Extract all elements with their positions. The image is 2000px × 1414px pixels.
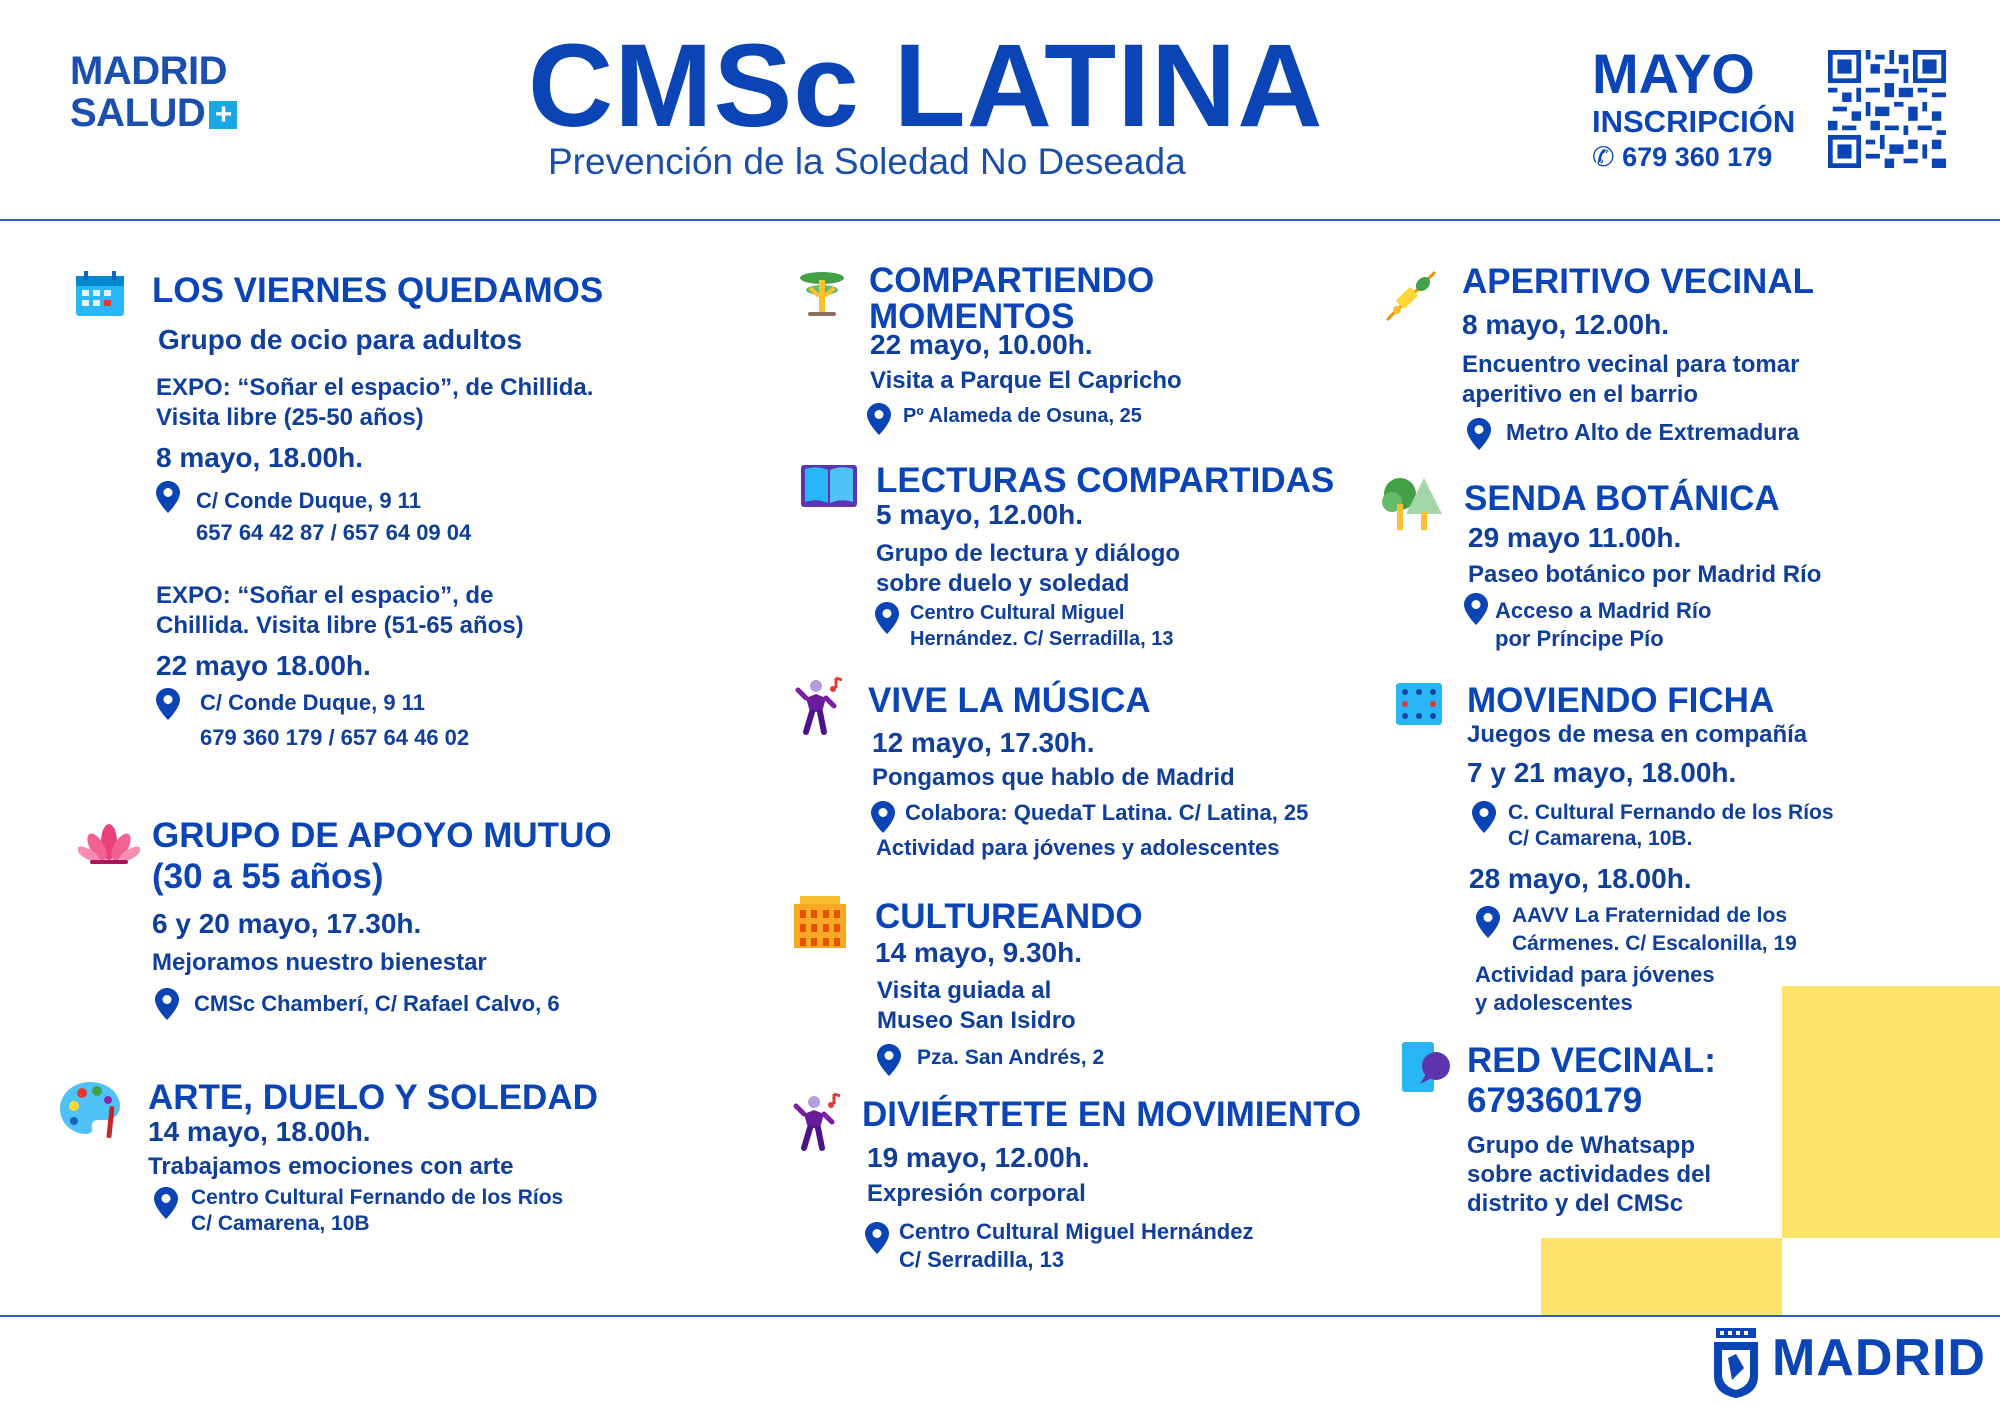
aperitivo-title: APERITIVO VECINAL: [1462, 262, 1814, 301]
qr-code-icon[interactable]: [1828, 50, 1946, 168]
musica-note: Actividad para jóvenes y adolescentes: [876, 835, 1280, 860]
page-subtitle: Prevención de la Soledad No Deseada: [548, 141, 1186, 182]
chat-bubble-icon: [1400, 1040, 1452, 1094]
skewer-snack-icon: [1383, 268, 1439, 324]
viernes-expo2-line1: EXPO: “Soñar el espacio”, de: [156, 582, 494, 609]
location-pin-icon: [1471, 801, 1497, 833]
viernes-expo1-line1: EXPO: “Soñar el espacio”, de Chillida.: [156, 374, 594, 401]
tree-icon: [796, 270, 848, 318]
logo-text-salud: SALUD: [70, 91, 206, 135]
apoyo-date: 6 y 20 mayo, 17.30h.: [152, 908, 422, 939]
compartiendo-place: Pº Alameda de Osuna, 25: [903, 405, 1142, 427]
ficha-note-line1: Actividad para jóvenes: [1475, 962, 1715, 987]
viernes-expo1-place: C/ Conde Duque, 9 11: [196, 488, 421, 513]
viernes-expo2-date: 22 mayo 18.00h.: [156, 650, 371, 681]
ficha-date1: 7 y 21 mayo, 18.00h.: [1467, 757, 1737, 788]
aperitivo-place: Metro Alto de Extremadura: [1506, 419, 1800, 445]
red-title-line2: 679360179: [1467, 1081, 1643, 1120]
location-pin-icon: [870, 801, 896, 833]
lecturas-text-line2: sobre duelo y soledad: [876, 570, 1130, 597]
compartiendo-title-line2: MOMENTOS: [869, 297, 1075, 336]
cultureando-date: 14 mayo, 9.30h.: [875, 937, 1083, 968]
aperitivo-text-line2: aperitivo en el barrio: [1462, 381, 1699, 408]
dancing-person-icon: [792, 676, 846, 736]
apoyo-place: CMSc Chamberí, C/ Rafael Calvo, 6: [194, 991, 560, 1016]
movimiento-title: DIVIÉRTETE EN MOVIMIENTO: [862, 1095, 1362, 1134]
month-label: MAYO: [1592, 42, 1755, 105]
arte-date: 14 mayo, 18.00h.: [148, 1116, 371, 1147]
ficha-place2-line1: AAVV La Fraternidad de los: [1512, 904, 1787, 927]
apoyo-text: Mejoramos nuestro bienestar: [152, 949, 487, 976]
senda-text: Paseo botánico por Madrid Río: [1468, 561, 1822, 588]
location-pin-icon: [154, 988, 180, 1020]
lecturas-text-line1: Grupo de lectura y diálogo: [876, 540, 1181, 567]
compartiendo-title-line1: COMPARTIENDO: [869, 261, 1155, 300]
lecturas-place-line2: Hernández. C/ Serradilla, 13: [910, 628, 1174, 650]
location-pin-icon: [864, 1222, 890, 1254]
senda-date: 29 mayo 11.00h.: [1468, 522, 1682, 553]
location-pin-icon: [153, 1187, 179, 1219]
location-pin-icon: [876, 1044, 902, 1076]
viernes-title: LOS VIERNES QUEDAMOS: [152, 271, 604, 310]
movimiento-place-line2: C/ Serradilla, 13: [899, 1247, 1065, 1272]
viernes-subtitle: Grupo de ocio para adultos: [158, 324, 523, 355]
location-pin-icon: [874, 602, 900, 634]
movimiento-text: Expresión corporal: [867, 1180, 1086, 1207]
phone-number: 679 360 179: [1622, 142, 1773, 172]
arte-title: ARTE, DUELO Y SOLEDAD: [148, 1078, 598, 1117]
header-divider: [0, 219, 2000, 221]
ficha-date2: 28 mayo, 18.00h.: [1469, 863, 1692, 894]
musica-title: VIVE LA MÚSICA: [868, 681, 1151, 720]
phone-icon: ✆: [1592, 142, 1615, 172]
arte-text: Trabajamos emociones con arte: [148, 1153, 514, 1180]
ficha-text: Juegos de mesa en compañía: [1467, 721, 1808, 748]
yellow-decorative-block: [1541, 1238, 1782, 1316]
ficha-note-line2: y adolescentes: [1475, 990, 1633, 1015]
lecturas-title: LECTURAS COMPARTIDAS: [876, 461, 1335, 500]
madrid-logo: MADRID: [1772, 1329, 1986, 1387]
viernes-expo2-phones: 679 360 179 / 657 64 46 02: [200, 725, 470, 750]
movimiento-date: 19 mayo, 12.00h.: [867, 1142, 1090, 1173]
movimiento-place-line1: Centro Cultural Miguel Hernández: [899, 1219, 1254, 1244]
madrid-salud-logo: [70, 50, 237, 134]
viernes-expo2-place: C/ Conde Duque, 9 11: [200, 690, 425, 715]
dice-game-icon: [1395, 682, 1443, 726]
senda-place-line1: Acceso a Madrid Río: [1495, 598, 1712, 623]
aperitivo-text-line1: Encuentro vecinal para tomar: [1462, 351, 1800, 378]
page-title: CMSc LATINA: [528, 20, 1324, 152]
aperitivo-date: 8 mayo, 12.00h.: [1462, 309, 1670, 340]
location-pin-icon: [866, 403, 892, 435]
arte-place-line2: C/ Camarena, 10B: [191, 1212, 370, 1235]
senda-place-line2: por Príncipe Pío: [1495, 626, 1664, 651]
plus-icon: +: [209, 101, 237, 129]
location-pin-icon: [155, 688, 181, 720]
footer-divider: [0, 1315, 2000, 1317]
madrid-crest-icon: [1712, 1328, 1760, 1398]
cultureando-place: Pza. San Andrés, 2: [917, 1046, 1105, 1069]
ficha-place1-line1: C. Cultural Fernando de los Ríos: [1508, 801, 1834, 824]
cultureando-title: CULTUREANDO: [875, 897, 1143, 936]
red-title-line1: RED VECINAL:: [1467, 1041, 1716, 1080]
arte-place-line1: Centro Cultural Fernando de los Ríos: [191, 1186, 564, 1209]
location-pin-icon: [1466, 418, 1492, 450]
red-text-line2: sobre actividades del: [1467, 1161, 1712, 1188]
compartiendo-date: 22 mayo, 10.00h.: [870, 329, 1093, 360]
ficha-title: MOVIENDO FICHA: [1467, 681, 1775, 720]
viernes-expo1-phones: 657 64 42 87 / 657 64 09 04: [196, 520, 472, 545]
ficha-place2-line2: Cármenes. C/ Escalonilla, 19: [1512, 932, 1797, 955]
trees-icon: [1380, 474, 1444, 532]
apoyo-subtitle: (30 a 55 años): [152, 857, 384, 896]
viernes-expo2-line2: Chillida. Visita libre (51-65 años): [156, 612, 524, 639]
musica-place: Colabora: QuedaT Latina. C/ Latina, 25: [905, 800, 1309, 825]
inscription-phone[interactable]: [1592, 140, 1772, 174]
viernes-expo1-date: 8 mayo, 18.00h.: [156, 442, 364, 473]
cultureando-text-line1: Visita guiada al: [877, 977, 1052, 1004]
red-text-line1: Grupo de Whatsapp: [1467, 1132, 1695, 1159]
calendar-icon: [74, 270, 126, 318]
lecturas-date: 5 mayo, 12.00h.: [876, 499, 1084, 530]
senda-title: SENDA BOTÁNICA: [1464, 479, 1780, 518]
apoyo-title: GRUPO DE APOYO MUTUO: [152, 816, 612, 855]
lotus-icon: [78, 820, 140, 868]
cultureando-text-line2: Museo San Isidro: [877, 1007, 1076, 1034]
ficha-place1-line2: C/ Camarena, 10B.: [1508, 827, 1693, 850]
inscription-label: INSCRIPCIÓN: [1592, 104, 1796, 139]
viernes-expo1-line2: Visita libre (25-50 años): [156, 404, 424, 431]
museum-building-icon: [792, 894, 848, 950]
compartiendo-text: Visita a Parque El Capricho: [870, 367, 1182, 394]
book-icon: [800, 463, 858, 509]
location-pin-icon: [1475, 906, 1501, 938]
paint-palette-icon: [58, 1080, 122, 1140]
logo-text-madrid: MADRID: [70, 49, 227, 93]
musica-date: 12 mayo, 17.30h.: [872, 727, 1095, 758]
location-pin-icon: [155, 481, 181, 513]
lecturas-place-line1: Centro Cultural Miguel: [910, 602, 1125, 624]
location-pin-icon: [1463, 593, 1489, 625]
musica-text: Pongamos que hablo de Madrid: [872, 764, 1235, 791]
dancing-person-icon: [790, 1092, 844, 1152]
yellow-decorative-block: [1782, 986, 2000, 1238]
red-text-line3: distrito y del CMSc: [1467, 1190, 1684, 1217]
